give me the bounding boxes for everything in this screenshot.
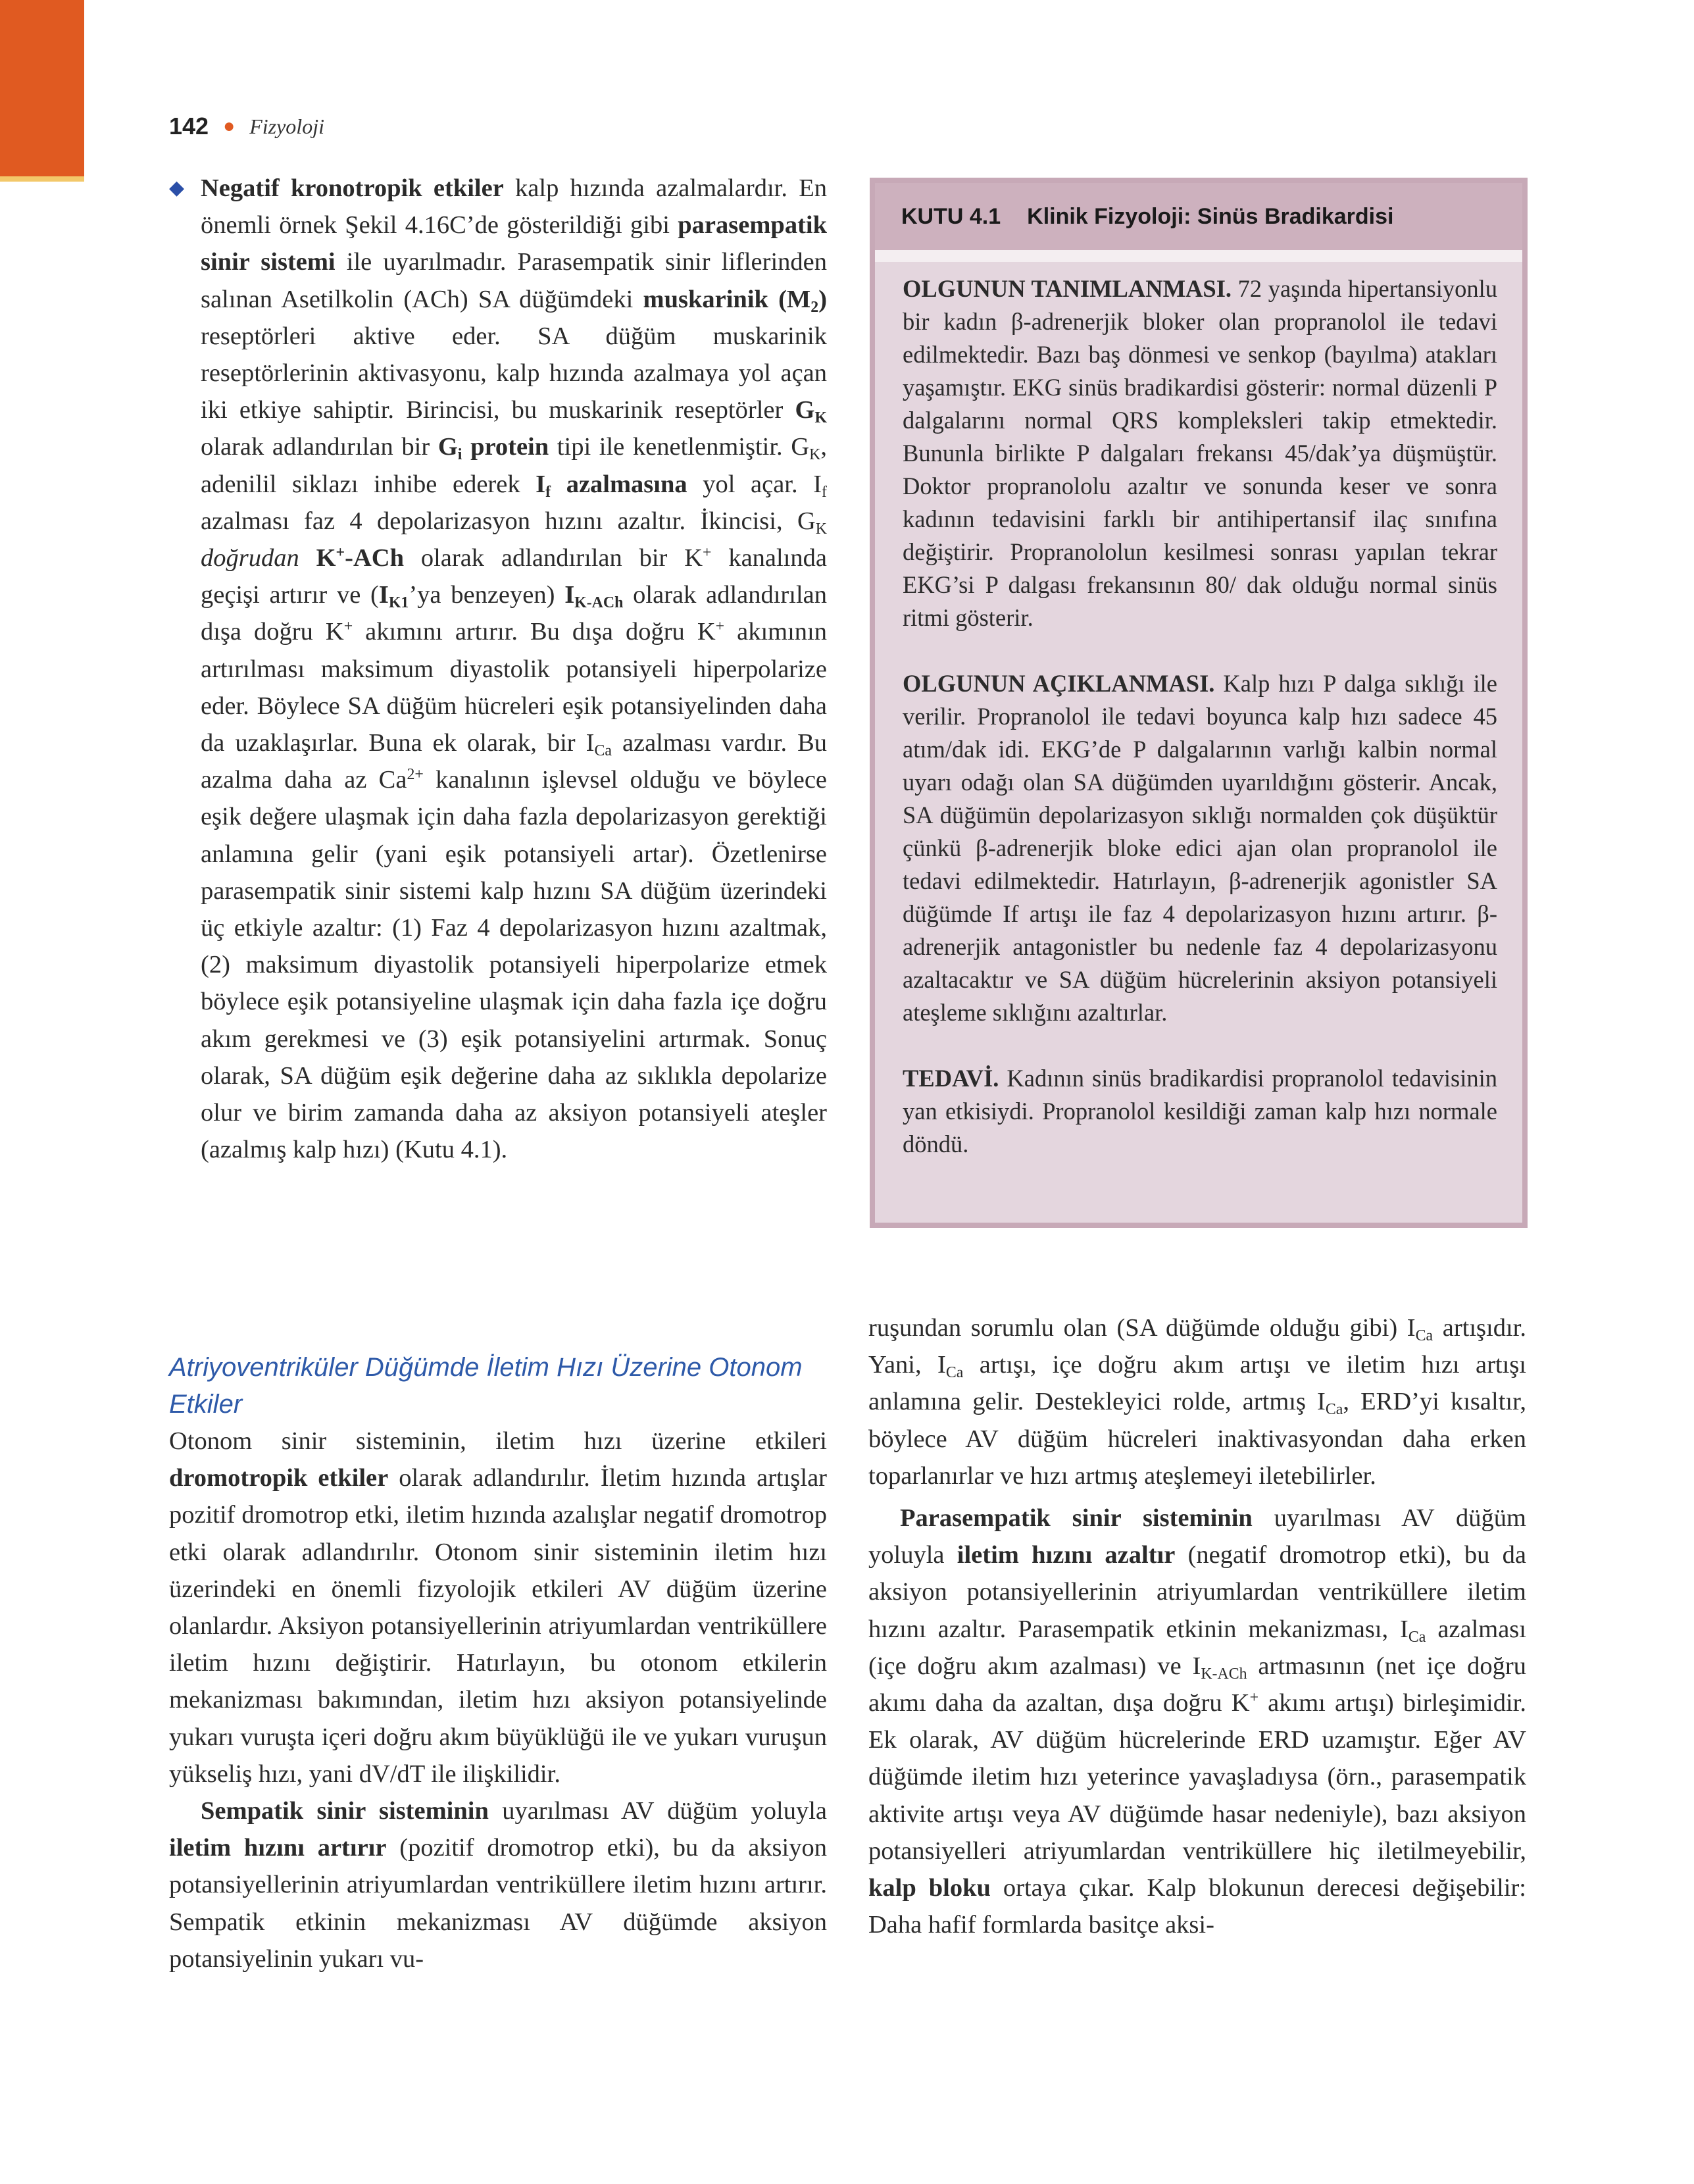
text-run: G <box>437 433 458 461</box>
subscript: K <box>815 520 827 538</box>
paragraph <box>169 1792 827 1977</box>
text-run: akımını artırır. Bu dışa doğru K <box>353 618 716 646</box>
subscript: Ca <box>945 1364 964 1382</box>
text-run: olarak adlandırılan dışa doğru K <box>201 581 827 646</box>
text-run: reseptörleri aktive eder. SA düğüm muskarinik reseptörlerinin aktivasyonu, kalp hızında azalmaya yol açan iki etkiye sahiptir. Birincisi, bu muskarinik reseptörler <box>201 322 827 424</box>
subscript: K <box>809 446 821 464</box>
text-run: kanalının işlevsel olduğu ve böylece eşik değere ulaşmak için daha fazla depolarizasyon gerektiği anlamına gelir (yani eşik potansiyeli artar). Özetlenirse parasempatik sinir sistemi kalp hızını SA düğüm üzerindeki üç etkiyle azaltır: (1) Faz 4 depolarizasyon hızını azaltmak, (2) maksimum diyastolik potansiyeli hiperpolarize etmek böylece eşik potansiyeline ulaşmak için daha fazla içe doğru akım gerekmesi ve (3) eşik potansiyelini artırmak. Sonuç olarak, SA düğüm eşik değerine daha az sıklıkla depolarize olur ve birim zamanda daha az aksiyon potansiyeli ateşler (azalmış kalp hızı) (Kutu 4.1). <box>201 766 827 1164</box>
text-run: -ACh <box>345 544 404 572</box>
text-run <box>643 285 828 316</box>
right-column <box>868 1309 1526 1943</box>
left-column <box>169 170 827 1168</box>
subscript: i <box>457 446 462 464</box>
text-run: azalması (içe doğru akım azalması) ve I <box>868 1615 1526 1680</box>
box-paragraph <box>903 1062 1497 1161</box>
running-title: Fizyoloji <box>249 114 324 138</box>
text-run: protein <box>462 433 549 461</box>
clinical-box <box>870 178 1528 1228</box>
text-run: uyarılması AV düğüm yoluyla <box>868 1504 1526 1569</box>
text-run: Sempatik sinir sisteminin <box>201 1797 489 1825</box>
text-run <box>795 396 827 427</box>
chapter-tab <box>0 0 84 176</box>
text-run: olarak adlandırılan bir K <box>404 544 703 572</box>
text-run: I <box>378 581 389 609</box>
subscript: Ca <box>1325 1401 1343 1419</box>
page-number: 142 <box>169 113 209 140</box>
text-run: kalp hızında azalmalardır. En önemli örnek Şekil 4.16C’de gösterildiği gibi <box>201 174 827 240</box>
box-title: Klinik Fizyoloji: Sinüs Bradikardisi <box>1027 203 1394 229</box>
text-run: Otonom sinir sisteminin, iletim hızı üzerine etkileri <box>169 1427 827 1455</box>
subscript: 2 <box>810 298 819 316</box>
text-run: , ERD’yi kısaltır, böylece AV düğüm hücreleri inaktivasyondan daha erken toparlanırlar ve hızı artmış ateşlemeyi iletebilirler. <box>868 1388 1526 1490</box>
superscript: 2+ <box>407 766 424 784</box>
text-run: artmasının (net içe doğru akımı daha da azaltan, dışa doğru K <box>868 1652 1526 1717</box>
text-run <box>378 581 409 612</box>
text-run: akımı artışı) birleşimidir. Ek olarak, AV düğüm hücrelerinde ERD uzamıştır. Eğer AV düğümde iletim hızı yeterince yavaşladıysa (örn., parasempatik aktivite artışı veya AV düğümde hasar nedeniyle), bazı aksiyon potansiyelleri atriyumlardan ventriküllere hiç iletilmeyebilir, <box>868 1689 1526 1865</box>
paragraph <box>868 1500 1526 1943</box>
text-run: doğrudan <box>201 544 299 572</box>
subscript: K1 <box>388 594 409 612</box>
text-run: kalp bloku <box>868 1874 991 1902</box>
text-run: I <box>564 581 575 609</box>
text-run: azalması vardır. Bu azalma daha az Ca <box>201 729 828 794</box>
box-header <box>875 183 1522 250</box>
box-label: KUTU 4.1 <box>901 203 1001 229</box>
text-run: olarak adlandırılan bir <box>201 433 438 461</box>
box-paragraph <box>903 272 1497 634</box>
box-body <box>875 262 1522 1161</box>
subscript: K-ACh <box>574 594 624 612</box>
subscript: K <box>814 409 827 427</box>
superscript: + <box>703 544 712 561</box>
text-run <box>564 581 624 612</box>
text-run: tipi ile kenetlenmiştir. G <box>549 433 810 461</box>
text-run: parasempatik sinir sistemi <box>201 211 827 276</box>
bullet-paragraph <box>169 170 827 1168</box>
subscript: K-ACh <box>1201 1665 1247 1683</box>
text-run: K <box>316 544 336 572</box>
text-run: azalmasına <box>551 470 687 498</box>
subscript: f <box>545 483 551 501</box>
text-run: muskarinik (M <box>643 285 811 313</box>
text-run: akımının artırılması maksimum diyastolik potansiyeli hiperpolarize eder. Böylece SA düğüm hücreleri eşik potansiyelinden daha da uzaklaşırlar. Buna ek olarak, bir I <box>201 618 827 757</box>
text-run: ruşundan sorumlu olan (SA düğümde olduğu gibi) I <box>868 1314 1416 1342</box>
text-run: olarak adlandırılır. İletim hızında artışlar pozitif dromotrop etki, iletim hızında azalışlar negatif dromotrop etki olarak adlandırılır. Otonom sinir sisteminin iletim hızı üzerindeki en önemli fizyolojik etkileri AV düğüm üzerine olanlardır. Aksiyon potansiyellerinin atriyumlardan ventriküllere iletim hızını değiştirir. Hatırlayın, bu otonom etkilerin mekanizması bakımından, iletim hızı aksiyon potansiyelinde yukarı vuruşta içeri doğru akım büyüklüğü ile ve yukarı vuruşun yükseliş hızı, yani dV/dT ile ilişkilidir. <box>169 1464 828 1788</box>
paragraph <box>868 1309 1526 1494</box>
superscript: + <box>336 544 345 561</box>
subscript: Ca <box>594 742 612 760</box>
text-run: (negatif dromotrop etki), bu da aksiyon potansiyellerinin atriyumlardan ventriküllere iletim hızını azaltır. Parasempatik etkinin mekanizması, I <box>868 1541 1526 1643</box>
page-header <box>169 107 324 146</box>
superscript: + <box>715 618 725 636</box>
text-run: 72 yaşında hipertansiyonlu bir kadın β-adrenerjik bloker olan propranolol ile tedavi edilmektedir. Bazı baş dönmesi ve senkop (bayılma) atakları yaşamıştır. EKG sinüs bradikardisi gösterir: normal düzenli P dalgalarını normal QRS kompleksleri takip etmektedir. Bununla birlikte P dalgaları frekansı 45/dak’ya düşmüştür. Doktor propranololu azaltır ve sonunda keser ve sonra kadının tedavisini farklı bir antihipertansif ilaç sınıfına değiştirir. Propranololun kesilmesi sonrası yapılan tekrar EKG’si P dalgası frekansının 80/ dak olduğu normal sinüs ritmi gösterir. <box>903 275 1497 631</box>
text-run: G <box>795 396 815 424</box>
text-run: azalması faz 4 depolarizasyon hızını azaltır. İkincisi, G <box>201 507 816 535</box>
text-run: (pozitif dromotrop etki), bu da aksiyon potansiyellerinin atriyumlardan ventriküllere iletim hızını artırır. Sempatik etkinin mekanizması AV düğümde aksiyon potansiyelinin yukarı vu- <box>169 1834 827 1973</box>
subscript: f <box>822 483 827 501</box>
text-run: Parasempatik sinir sisteminin <box>900 1504 1253 1533</box>
box-divider <box>875 250 1522 262</box>
box-paragraph <box>903 667 1497 1029</box>
paragraph <box>169 1423 827 1792</box>
text-run <box>316 544 404 572</box>
text-run: iletim hızını artırır <box>169 1834 387 1862</box>
box-subheading: OLGUNUN AÇIKLANMASI. <box>903 670 1215 697</box>
text-run: , adenilil siklazı inhibe ederek <box>201 433 827 498</box>
subscript: Ca <box>1415 1327 1433 1345</box>
text-run: artışı, içe doğru akım artışı ve iletim hızı artışı anlamına gelir. Destekleyici rolde, artmış I <box>868 1351 1526 1416</box>
text-run: ’ya benzeyen) <box>409 581 565 609</box>
text-run: Kalp hızı P dalga sıklığı ile verilir. Propranolol ile tedavi boyunca kalp hızı sadece 45 atım/dak idi. EKG’de P dalgalarının varlığı kalbin normal uyarı odağı olan SA düğümden uyarıldığını gösterir. Ancak, SA düğümün depolarizasyon sıklığı normalden çok düşüktür çünkü β-adrenerjik bloke edici ajan olan propranolol ile tedavi edilmektedir. Hatırlayın, β-adrenerjik agonistler SA düğümde If artışı ile faz 4 depolarizasyon hızını artırır. β-adrenerjik antagonistler bu nedenle faz 4 depolarizasyonu azaltacaktır ve SA düğüm hücrelerinin aksiyon potansiyeli ateşleme sıklığını azaltırlar. <box>903 670 1497 1026</box>
chapter-tab-stripe <box>0 176 84 182</box>
subscript: Ca <box>1408 1628 1426 1646</box>
text-run: artışıdır. Yani, I <box>868 1314 1526 1379</box>
text-run: yol açar. I <box>687 470 822 498</box>
diamond-bullet-icon: ◆ <box>169 177 185 199</box>
text-run <box>536 470 687 501</box>
text-run: iletim hızını azaltır <box>957 1541 1176 1569</box>
box-subheading: TEDAVİ. <box>903 1065 999 1092</box>
superscript: + <box>1249 1689 1259 1706</box>
text-run: ile uyarılmadır. Parasempatik sinir liflerinden salınan Asetilkolin (ACh) SA düğümdeki <box>201 248 827 313</box>
text-run: ) <box>818 285 828 313</box>
box-subheading: OLGUNUN TANIMLANMASI. <box>903 275 1232 302</box>
text-run: Negatif kronotropik etkiler <box>201 174 504 202</box>
text-run: uyarılması AV düğüm yoluyla <box>488 1797 827 1825</box>
section-heading: Atriyoventriküler Düğümde İletim Hızı Üzerine Otonom Etkiler <box>169 1353 803 1419</box>
text-run <box>437 433 549 464</box>
text-run: dromotropik etkiler <box>169 1464 389 1492</box>
text-run: kanalında geçişi artırır ve ( <box>201 544 828 609</box>
header-dot-icon: ● <box>223 115 236 137</box>
superscript: + <box>343 618 353 636</box>
left-column-lower <box>169 1423 827 1977</box>
text-run <box>299 544 316 572</box>
text-run: ortaya çıkar. Kalp blokunun derecesi değişebilir: Daha hafif formlarda basitçe aksi- <box>868 1874 1527 1939</box>
text-run: Kadının sinüs bradikardisi propranolol tedavisinin yan etkisiydi. Propranolol kesildiği zaman kalp hızı normale döndü. <box>903 1065 1497 1157</box>
text-run: I <box>536 470 546 498</box>
